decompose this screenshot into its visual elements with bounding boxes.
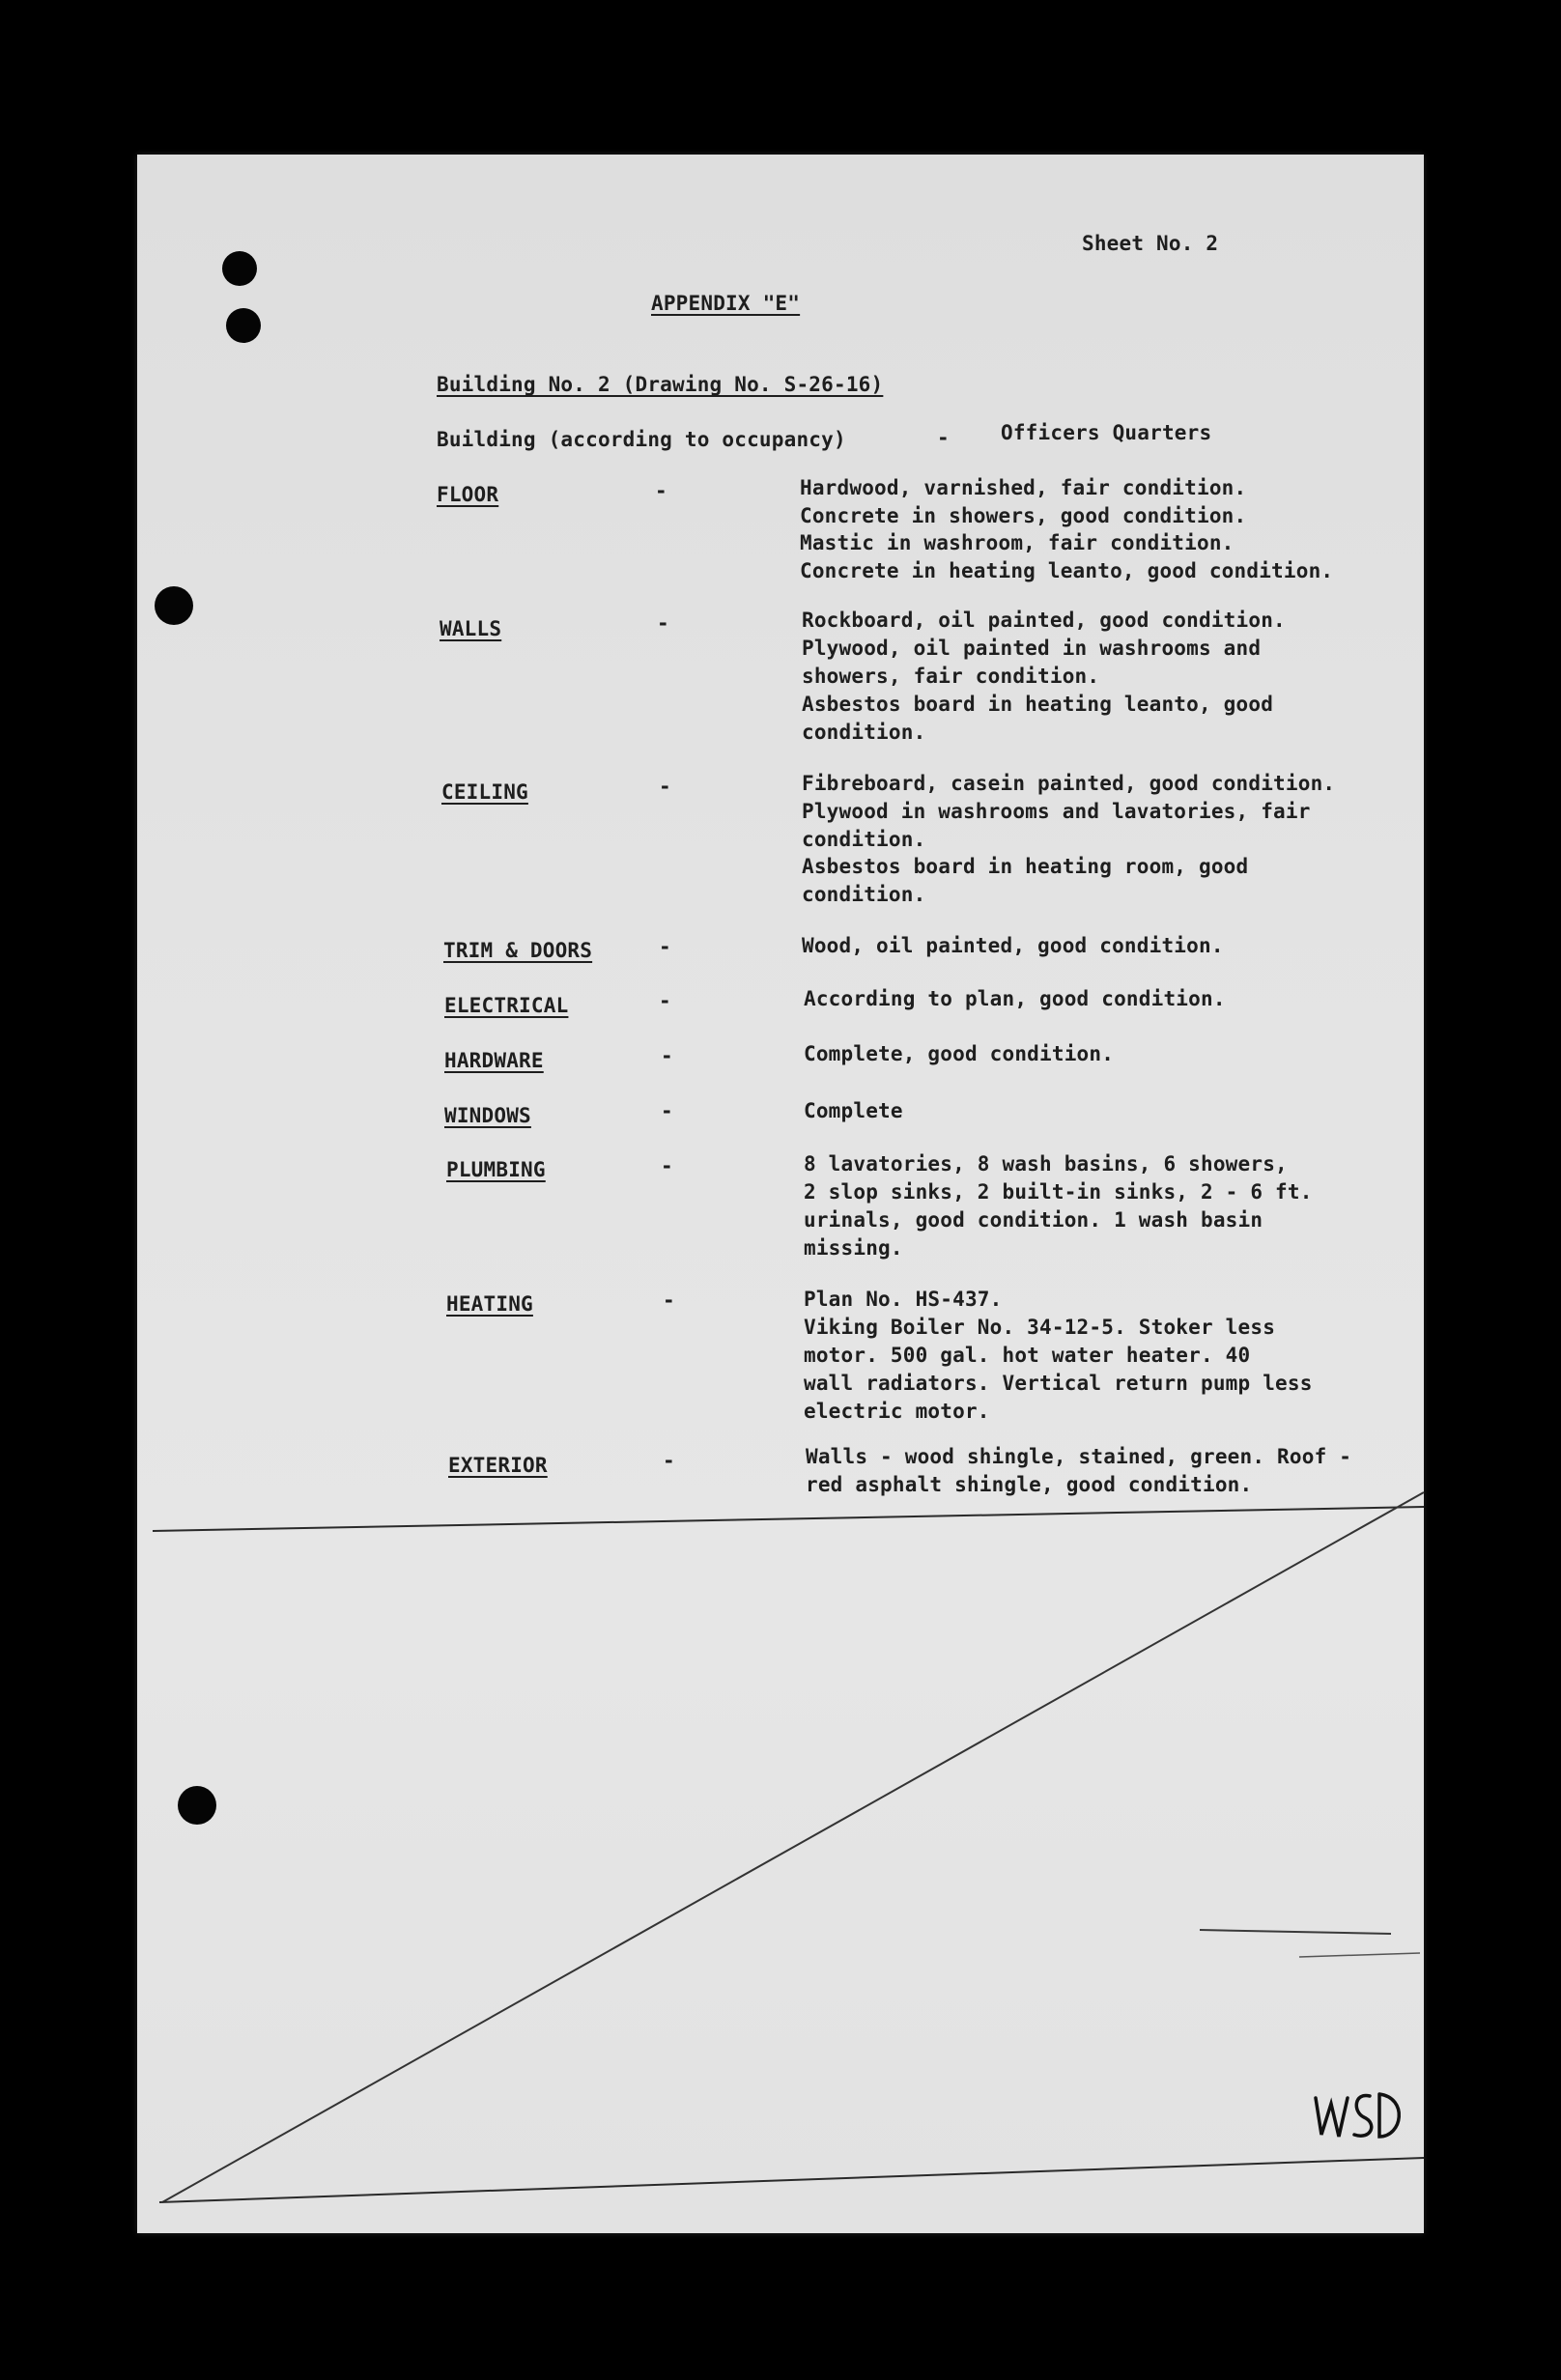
row-line: Wood, oil painted, good condition. xyxy=(802,934,1224,957)
row-dash: - xyxy=(661,1099,673,1122)
occupancy-dash: - xyxy=(937,426,950,449)
row-dash: - xyxy=(657,611,669,635)
row-label: PLUMBING xyxy=(446,1158,546,1181)
row-line: red asphalt shingle, good condition. xyxy=(806,1473,1253,1496)
row-line: Concrete in showers, good condition. xyxy=(800,504,1247,527)
row-line: Concrete in heating leanto, good condition. xyxy=(800,559,1334,582)
row-line: Rockboard, oil painted, good condition. xyxy=(802,609,1286,632)
row-label: CEILING xyxy=(441,780,528,804)
row-line: missing. xyxy=(804,1236,903,1260)
row-label: HEATING xyxy=(446,1292,533,1316)
bottom-rule xyxy=(159,2158,1424,2202)
row-line: Plan No. HS-437. xyxy=(804,1288,1003,1311)
signature-line-2 xyxy=(1299,1953,1420,1957)
row-line: showers, fair condition. xyxy=(802,665,1100,688)
row-label: EXTERIOR xyxy=(448,1454,548,1477)
occupancy-value: Officers Quarters xyxy=(1001,421,1212,444)
row-dash: - xyxy=(659,935,671,958)
row-line: Complete, good condition. xyxy=(804,1042,1115,1065)
row-label: ELECTRICAL xyxy=(444,994,569,1017)
row-line: According to plan, good condition. xyxy=(804,987,1226,1010)
row-label: WINDOWS xyxy=(444,1104,531,1127)
row-label: FLOOR xyxy=(437,483,499,506)
row-dash: - xyxy=(659,775,671,798)
row-label: HARDWARE xyxy=(444,1049,544,1072)
row-line: Plywood, oil painted in washrooms and xyxy=(802,637,1262,660)
row-line: electric motor. xyxy=(804,1400,990,1423)
signature-line xyxy=(1200,1930,1391,1934)
row-dash: - xyxy=(659,989,671,1012)
building-heading: Building No. 2 (Drawing No. S-26-16) xyxy=(437,373,884,396)
row-line: Viking Boiler No. 34-12-5. Stoker less xyxy=(804,1316,1276,1339)
sheet-number: Sheet No. 2 xyxy=(1082,232,1219,255)
row-line: 2 slop sinks, 2 built-in sinks, 2 - 6 ft. xyxy=(804,1180,1313,1204)
row-line: Fibreboard, casein painted, good condition. xyxy=(802,772,1336,795)
row-dash: - xyxy=(661,1154,673,1177)
row-line: Complete xyxy=(804,1099,903,1122)
row-line: wall radiators. Vertical return pump less xyxy=(804,1372,1313,1395)
appendix-title: APPENDIX "E" xyxy=(651,292,801,315)
row-line: motor. 500 gal. hot water heater. 40 xyxy=(804,1344,1251,1367)
row-line: Asbestos board in heating leanto, good xyxy=(802,693,1274,716)
row-line: Walls - wood shingle, stained, green. Roof - xyxy=(806,1445,1352,1468)
row-dash: - xyxy=(663,1449,675,1472)
row-dash: - xyxy=(655,479,667,502)
row-line: Plywood in washrooms and lavatories, fair xyxy=(802,800,1311,823)
row-line: Hardwood, varnished, fair condition. xyxy=(800,476,1247,499)
handwritten-initials xyxy=(1316,2094,1399,2137)
row-label: WALLS xyxy=(440,617,502,640)
row-dash: - xyxy=(663,1289,675,1312)
row-line: Mastic in washroom, fair condition. xyxy=(800,531,1235,554)
diagonal-cancel-line xyxy=(162,1492,1424,2202)
horizontal-rule xyxy=(153,1507,1424,1531)
row-line: condition. xyxy=(802,828,926,851)
row-line: Asbestos board in heating room, good xyxy=(802,855,1249,878)
occupancy-label: Building (according to occupancy) xyxy=(437,428,846,451)
row-line: condition. xyxy=(802,721,926,744)
row-line: condition. xyxy=(802,883,926,906)
row-line: urinals, good condition. 1 wash basin xyxy=(804,1208,1263,1232)
row-line: 8 lavatories, 8 wash basins, 6 showers, xyxy=(804,1152,1288,1176)
row-dash: - xyxy=(661,1044,673,1067)
row-label: TRIM & DOORS xyxy=(443,939,593,962)
